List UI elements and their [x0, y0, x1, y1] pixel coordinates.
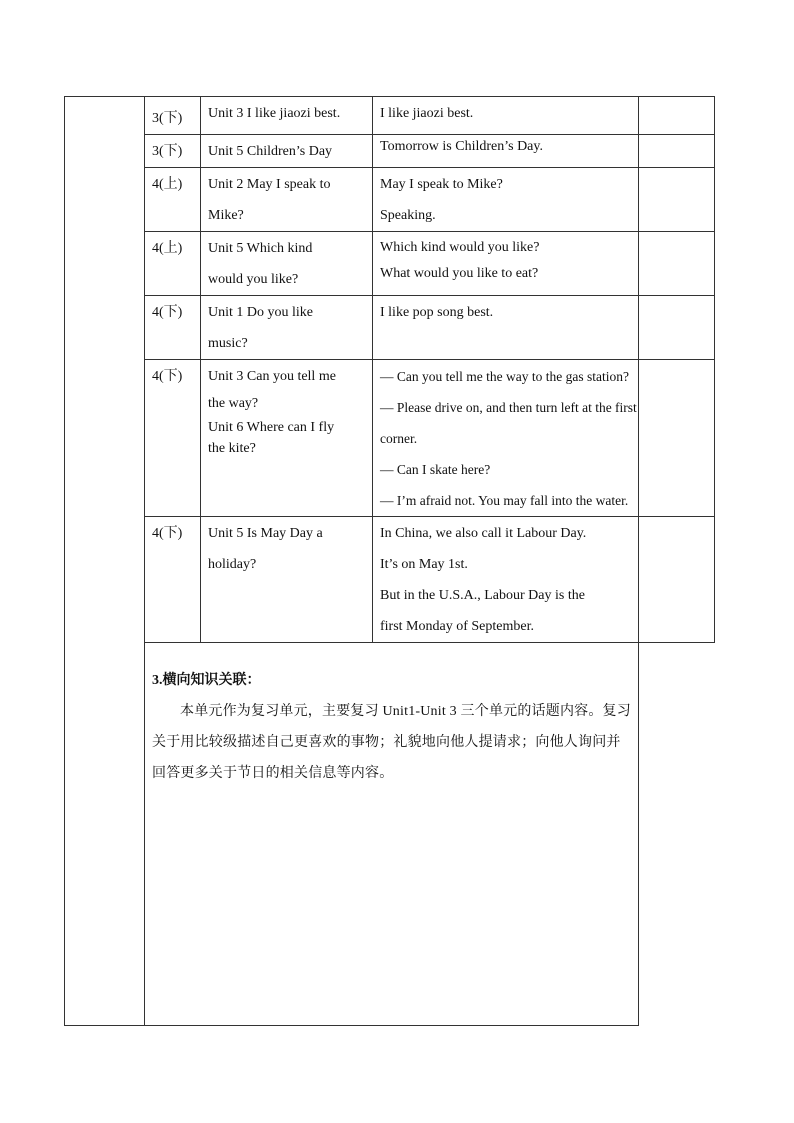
sentence-cell: Which kind would you like? What would you like to eat?	[373, 232, 639, 296]
unit-cell: Unit 5 Which kind would you like?	[201, 232, 373, 296]
grade-cell: 4(上)	[145, 232, 201, 296]
grade-cell: 3(下)	[145, 135, 201, 168]
extra-cell	[639, 296, 715, 360]
section-heading: 3.横向知识关联：	[152, 673, 261, 688]
grade-cell: 4(下)	[145, 517, 201, 643]
unit-cell: Unit 5 Children’s Day	[201, 135, 373, 168]
extra-cell	[639, 360, 715, 517]
table-row	[145, 296, 715, 360]
sentence-cell: I like jiaozi best.	[373, 97, 639, 135]
sentence-cell: I like pop song best.	[373, 296, 639, 360]
extra-cell	[639, 517, 715, 643]
unit-cell: Unit 1 Do you like music?	[201, 296, 373, 360]
table-row	[145, 517, 715, 643]
extra-cell	[639, 232, 715, 296]
grade-cell: 4(上)	[145, 168, 201, 232]
sentence-cell: May I speak to Mike? Speaking.	[373, 168, 639, 232]
unit-table	[144, 96, 715, 643]
table-row	[145, 360, 715, 517]
unit-cell: Unit 2 May I speak to Mike?	[201, 168, 373, 232]
extra-cell	[639, 135, 715, 168]
sentence-cell: — Can you tell me the way to the gas station? — Please drive on, and then turn left at the first corner. — Can I skate here? — I’m afraid not. You may fall into the water.	[373, 360, 639, 517]
grade-cell: 3(下)	[145, 97, 201, 135]
table-row	[145, 97, 715, 135]
table-row	[145, 232, 715, 296]
unit-cell: Unit 5 Is May Day a holiday?	[201, 517, 373, 643]
knowledge-link-section	[152, 665, 632, 789]
grade-cell: 4(下)	[145, 360, 201, 517]
table-row	[145, 168, 715, 232]
sentence-cell: Tomorrow is Children’s Day.	[373, 135, 639, 168]
section-body: 本单元作为复习单元，主要复习 Unit1-Unit 3 三个单元的话题内容。复习关于用比较级描述自己更喜欢的事物；礼貌地向他人提请求；向他人询问并回答更多关于节日的相关信息等内容。	[152, 704, 631, 781]
sentence-cell: In China, we also call it Labour Day. It’s on May 1st. But in the U.S.A., Labour Day is the first Monday of September.	[373, 517, 639, 643]
unit-cell: Unit 3 Can you tell me the way? Unit 6 Where can I fly the kite?	[201, 360, 373, 517]
extra-cell	[639, 97, 715, 135]
unit-cell: Unit 3 I like jiaozi best.	[201, 97, 373, 135]
grade-cell: 4(下)	[145, 296, 201, 360]
extra-cell	[639, 168, 715, 232]
table-row	[145, 135, 715, 168]
